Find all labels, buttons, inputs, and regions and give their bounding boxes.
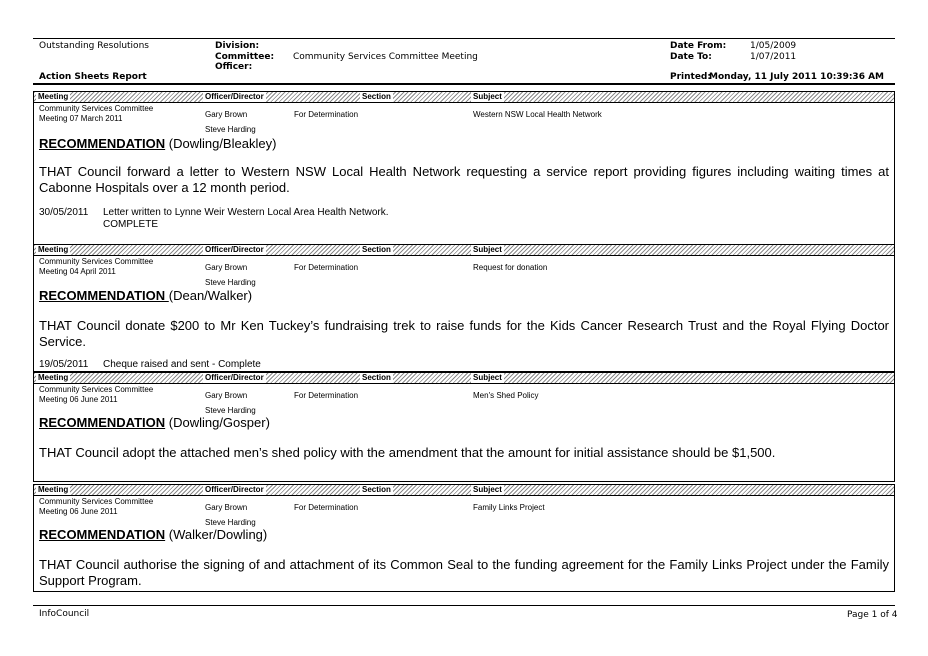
subject-value: Family Links Project [473,503,545,512]
col-meeting: Meeting [38,245,69,254]
section-value: For Determination [294,391,359,400]
officer-name: Gary Brown [205,110,248,119]
subject-value: Men's Shed Policy [473,391,539,400]
director-name: Steve Harding [205,125,256,134]
director-name: Steve Harding [205,406,256,415]
date-from-value: 1/05/2009 [750,41,797,51]
report-name: Outstanding Resolutions [39,41,149,51]
recommendation-label: RECOMMENDATION [39,288,169,303]
subject-value: Request for donation [473,263,548,272]
col-subject: Subject [473,92,502,101]
recommendation-label: RECOMMENDATION [39,527,166,542]
action-text: Letter written to Lynne Weir Western Local Area Health Network. [103,207,389,218]
record-panel [33,383,895,482]
date-to-value: 1/07/2011 [750,52,797,62]
officer-name: Gary Brown [205,263,248,272]
recommendation-movers: (Walker/Dowling) [165,527,268,542]
col-officer: Officer/Director [205,485,264,494]
date-from-label: Date From: [670,41,727,51]
footer-rule [33,605,895,606]
col-section: Section [362,485,391,494]
col-section: Section [362,245,391,254]
resolution-text: THAT Council donate $200 to Mr Ken Tuckey’s fundraising trek to raise funds for the Kids Cancer Research Trust and the Royal Flying Doctor Service. [39,318,889,349]
officer-name: Gary Brown [205,503,248,512]
committee-value: Community Services Committee Meeting [293,52,478,62]
header-bottom-rule [33,83,895,85]
action-text: Cheque raised and sent - Complete [103,359,261,370]
meeting-line1: Community Services Committee [39,104,154,113]
col-section: Section [362,92,391,101]
recommendation-heading [39,136,276,151]
record-panel [33,255,895,372]
date-to-label: Date To: [670,52,712,62]
meeting-line2: Meeting 06 June 2011 [39,395,118,404]
meeting-line2: Meeting 07 March 2011 [39,114,123,123]
header-top-rule [33,38,895,39]
director-name: Steve Harding [205,278,256,287]
recommendation-movers: (Dowling/Gosper) [165,415,270,430]
resolution-text: THAT Council forward a letter to Western NSW Local Health Network requesting a service report providing figures including waiting times at Cabonne Hospitals over a 12 month period. [39,164,889,195]
committee-label: Committee: [215,52,275,62]
col-section: Section [362,373,391,382]
col-subject: Subject [473,485,502,494]
footer-page-number: Page 1 of 4 [847,610,898,620]
director-name: Steve Harding [205,518,256,527]
action-date: 30/05/2011 [39,207,89,218]
col-meeting: Meeting [38,92,69,101]
footer-app-name: InfoCouncil [39,609,90,619]
meeting-line2: Meeting 04 April 2011 [39,267,116,276]
printed-label: Printed: [670,72,711,82]
col-subject: Subject [473,373,502,382]
recommendation-heading [39,288,252,303]
subject-value: Western NSW Local Health Network [473,110,602,119]
meeting-line2: Meeting 06 June 2011 [39,507,118,516]
col-officer: Officer/Director [205,245,264,254]
recommendation-movers: (Dowling/Bleakley) [165,136,277,151]
col-officer: Officer/Director [205,92,264,101]
recommendation-label: RECOMMENDATION [39,415,166,430]
report-type: Action Sheets Report [39,72,147,82]
resolution-text: THAT Council adopt the attached men’s shed policy with the amendment that the amount for initial assistance should be $1,500. [39,445,776,460]
col-meeting: Meeting [38,485,69,494]
recommendation-heading [39,415,270,430]
officer-name: Gary Brown [205,391,248,400]
meeting-line1: Community Services Committee [39,257,154,266]
resolution-text: THAT Council authorise the signing of and attachment of its Common Seal to the funding agreement for the Family Links Project under the Family Support Program. [39,557,889,588]
section-value: For Determination [294,503,359,512]
printed-value: Monday, 11 July 2011 10:39:36 AM [709,72,885,82]
meeting-line1: Community Services Committee [39,497,154,506]
division-label: Division: [215,41,260,51]
col-officer: Officer/Director [205,373,264,382]
recommendation-heading [39,527,267,542]
meeting-line1: Community Services Committee [39,385,154,394]
col-meeting: Meeting [38,373,69,382]
action-status: COMPLETE [103,219,159,230]
recommendation-movers: (Dean/Walker) [168,288,253,303]
action-date: 19/05/2011 [39,359,89,370]
section-value: For Determination [294,263,359,272]
recommendation-label: RECOMMENDATION [39,136,166,151]
section-value: For Determination [294,110,359,119]
officer-label: Officer: [215,62,253,72]
col-subject: Subject [473,245,502,254]
